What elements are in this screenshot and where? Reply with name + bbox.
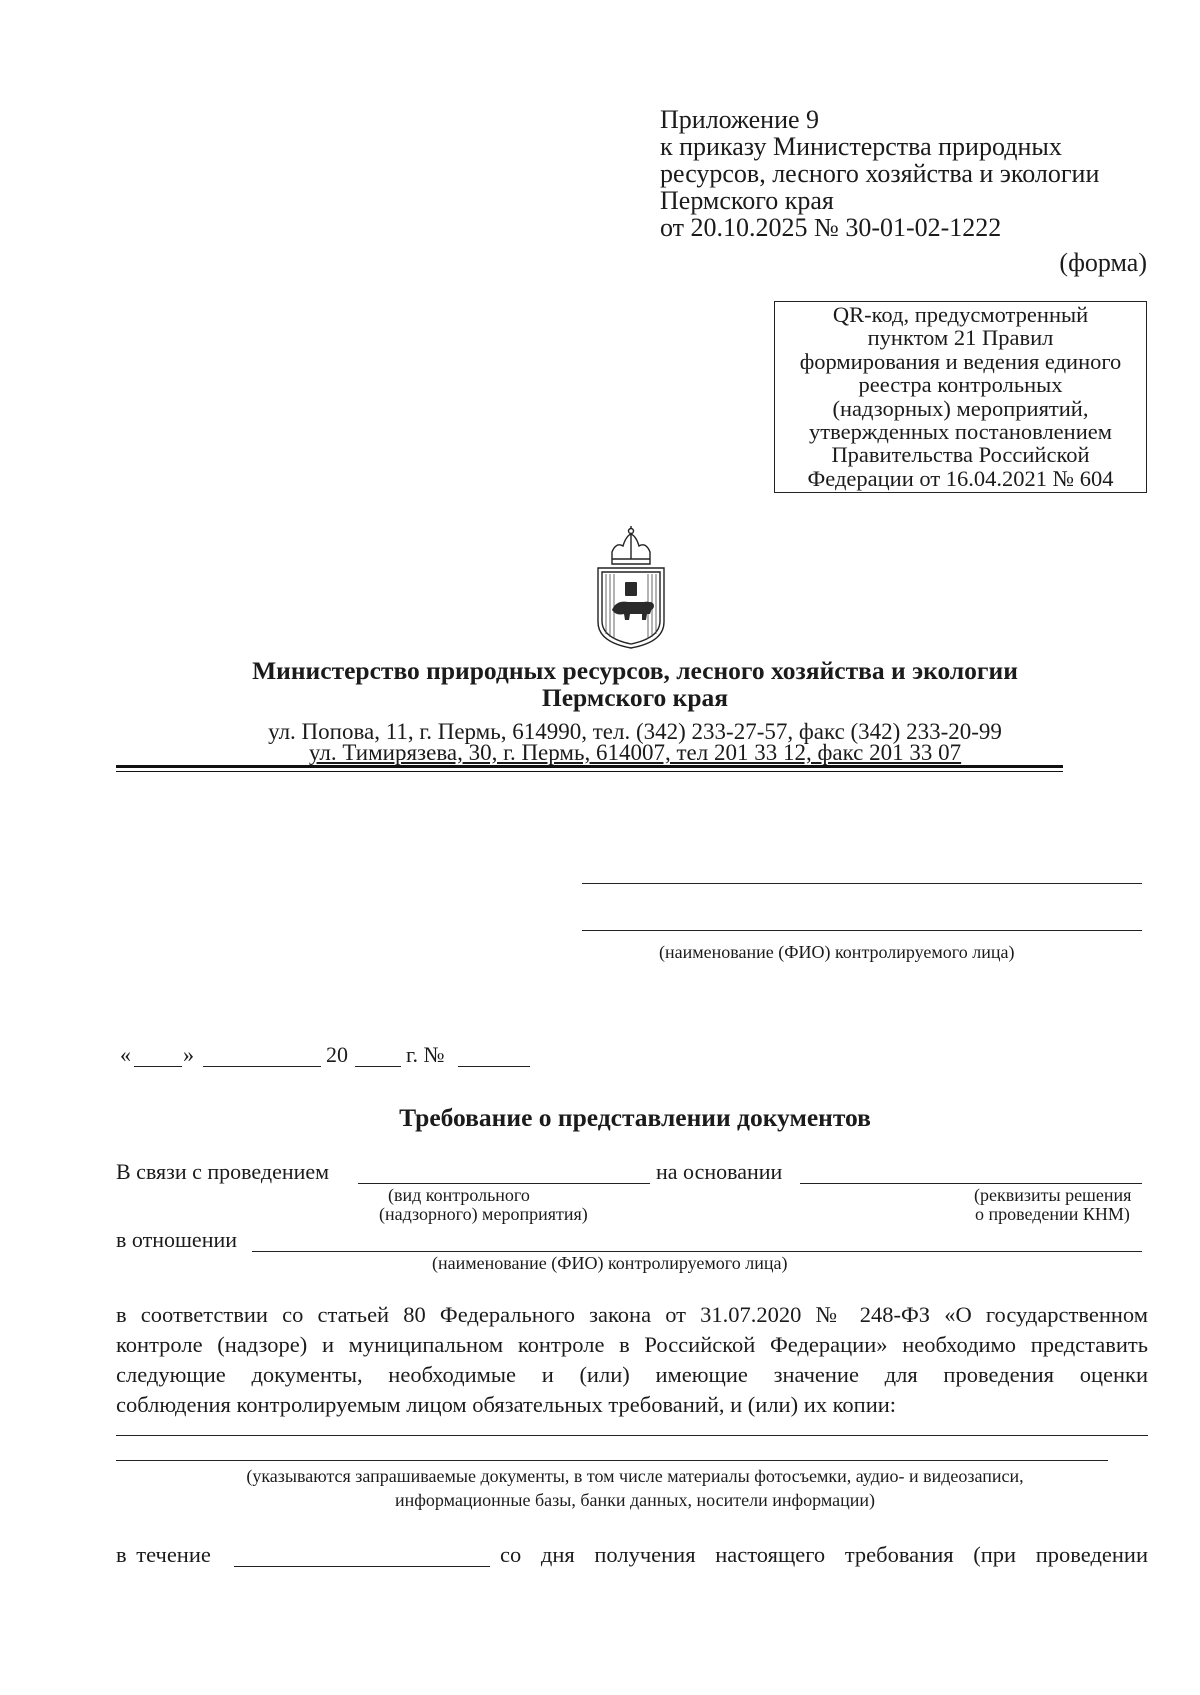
documents-field-line-1[interactable] xyxy=(116,1435,1148,1436)
deadline-label: в течение xyxy=(116,1542,211,1567)
appendix-order-line: к приказу Министерства природных xyxy=(660,132,1062,161)
ministry-address-primary: ул. Попова, 11, г. Пермь, 614990, тел. (342) 233-27-57, факс (342) 233-20-99 xyxy=(268,719,1002,744)
date-quote-close: » xyxy=(183,1042,194,1067)
document-title: Требование о представлении документов xyxy=(399,1103,871,1132)
decision-details-caption-1: (реквизиты решения xyxy=(974,1185,1132,1205)
appendix-header xyxy=(660,106,1099,241)
qr-note-line: Правительства Российской xyxy=(831,442,1090,468)
decision-details-field[interactable] xyxy=(800,1183,1142,1184)
decision-details-caption-2: о проведении КНМ) xyxy=(975,1204,1130,1224)
ministry-name-line: Министерство природных ресурсов, лесного хозяйства и экологии xyxy=(252,656,1018,685)
basis-label: на основании xyxy=(656,1159,783,1184)
regarding-label: в отношении xyxy=(116,1227,238,1252)
appendix-ministry-line: ресурсов, лесного хозяйства и экологии xyxy=(660,159,1100,188)
deadline-period-field[interactable] xyxy=(234,1566,490,1567)
ministry-name xyxy=(0,657,1200,711)
requirement-paragraph xyxy=(116,1300,1148,1420)
date-month-field[interactable] xyxy=(203,1066,321,1067)
documents-caption-1: (указываются запрашиваемые документы, в том числе материалы фотосъемки, аудио- и видеозаписи, xyxy=(246,1466,1024,1486)
control-event-type-caption-1: (вид контрольного xyxy=(388,1185,530,1205)
control-event-type-caption-2: (надзорного) мероприятия) xyxy=(379,1204,588,1224)
date-quote-open: « xyxy=(120,1042,131,1067)
ministry-address-secondary: ул. Тимирязева, 30, г. Пермь, 614007, тел 201 33 12, факс 201 33 07 xyxy=(308,740,962,765)
qr-note-line: пунктом 21 Правил xyxy=(867,325,1054,351)
date-year-field[interactable] xyxy=(355,1066,401,1067)
appendix-region-line: Пермского края xyxy=(660,186,834,215)
document-number-label: г. № xyxy=(406,1042,445,1067)
qr-note-line: QR-код, предусмотренный xyxy=(832,302,1089,327)
paragraph-line: следующие документы, необходимые и (или) имеющие значение для проведения оценки xyxy=(116,1362,1148,1387)
coat-of-arms-icon xyxy=(590,526,672,650)
paragraph-line: в соответствии со статьей 80 Федерального закона от 31.07.2020 № 248-ФЗ «О государственном xyxy=(116,1302,1148,1327)
header-divider-thin xyxy=(116,771,1063,772)
form-label: (форма) xyxy=(1059,248,1147,277)
date-year-prefix: 20 xyxy=(326,1042,348,1067)
control-event-type-field[interactable] xyxy=(358,1183,650,1184)
ministry-region-line: Пермского края xyxy=(541,683,729,712)
qr-note-line: реестра контрольных xyxy=(858,372,1063,398)
paragraph-line: контроле (надзоре) и муниципальном контроле в Российской Федерации» необходимо представить xyxy=(116,1332,1148,1357)
recipient-caption: (наименование (ФИО) контролируемого лица) xyxy=(659,942,1015,962)
qr-note-line: (надзорных) мероприятий, xyxy=(832,395,1089,421)
header-divider-thick xyxy=(116,765,1063,768)
document-number-field[interactable] xyxy=(458,1066,530,1067)
controlled-entity-caption: (наименование (ФИО) контролируемого лица) xyxy=(432,1253,788,1273)
deadline-text: со дня получения настоящего требования (при проведении xyxy=(500,1542,1148,1567)
qr-note-line: утвержденных постановлением xyxy=(809,419,1112,445)
qr-note-line: формирования и ведения единого xyxy=(799,348,1122,374)
qr-code-note-box xyxy=(774,301,1147,493)
paragraph-line: соблюдения контролируемым лицом обязательных требований, и (или) их копии: xyxy=(116,1392,897,1417)
qr-note-line: Федерации от 16.04.2021 № 604 xyxy=(807,465,1114,491)
controlled-entity-field[interactable] xyxy=(252,1251,1142,1252)
appendix-date-line: от 20.10.2025 № 30-01-02-1222 xyxy=(660,213,1002,242)
in-connection-label: В связи с проведением xyxy=(116,1159,330,1184)
recipient-field-line-1[interactable] xyxy=(582,883,1142,884)
documents-caption-2: информационные базы, банки данных, носители информации) xyxy=(394,1490,876,1510)
date-day-field[interactable] xyxy=(134,1066,182,1067)
documents-field-line-2[interactable] xyxy=(116,1460,1108,1461)
appendix-number: Приложение 9 xyxy=(660,105,820,134)
recipient-field-line-2[interactable] xyxy=(582,930,1142,931)
